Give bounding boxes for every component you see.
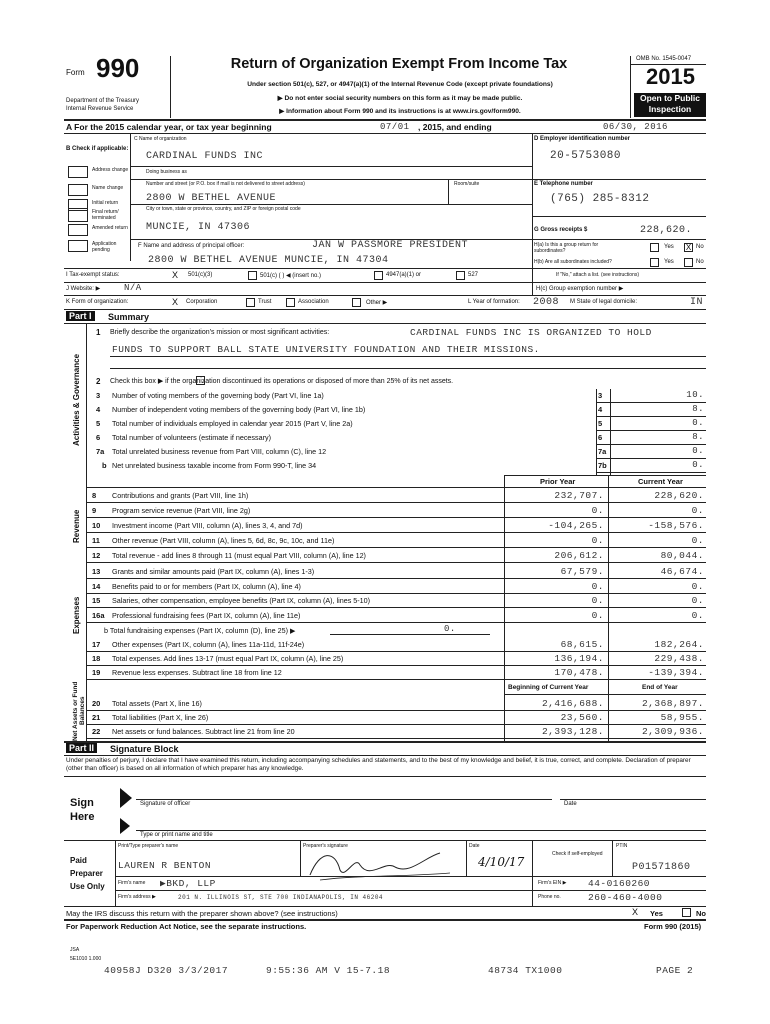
gov-line-text: Total unrelated business revenue from Part VIII, column (C), line 12	[112, 447, 327, 456]
group-return-label: H(a) Is this a group return for subordinates?	[534, 242, 599, 254]
discuss-no-label: No	[696, 909, 706, 918]
line-text: Total assets (Part X, line 16)	[112, 699, 202, 708]
line-2-number: 2	[96, 377, 101, 386]
prior-year-value: 0.	[591, 535, 604, 546]
form-of-org-label: K Form of organization:	[66, 299, 129, 305]
form-number: 990	[96, 53, 140, 83]
status-501c3: 501(c)(3)	[188, 272, 213, 278]
part-1-label: Part I	[66, 311, 95, 321]
line-text: Other expenses (Part IX, column (A), lines 11a-11d, 11f-24e)	[112, 640, 305, 649]
line-text: Net assets or fund balances. Subtract line 21 from line 20	[112, 727, 295, 736]
side-revenue: Revenue	[72, 509, 81, 543]
line-number: 16a	[92, 610, 105, 620]
dba-label: Doing business as	[146, 169, 187, 175]
open-public-text: Open to Public	[640, 93, 700, 103]
ptin-value: P01571860	[632, 862, 691, 873]
mission-line-b: FUNDS TO SUPPORT BALL STATE UNIVERSITY FOUNDATION AND THEIR MISSIONS.	[112, 344, 540, 355]
current-year-value: 2,309,936.	[641, 726, 704, 737]
city-state-zip: MUNCIE, IN 47306	[146, 222, 251, 233]
prior-year-value: 23,560.	[560, 712, 604, 723]
line-1-label: Briefly describe the organization's mission or most significant activities:	[110, 329, 330, 336]
subordinates-no-box[interactable]	[684, 258, 693, 267]
sign-arrow-icon-2	[120, 818, 130, 834]
check-box-1[interactable]	[68, 166, 88, 178]
part-2-title: Signature Block	[110, 744, 179, 754]
gov-line-text: Number of voting members of the governing body (Part VI, line 1a)	[112, 391, 324, 400]
line-text: Investment income (Part VIII, column (A), lines 3, 4, and 7d)	[112, 521, 303, 530]
group-return-yes-label: Yes	[664, 244, 674, 250]
line-number: 18	[92, 654, 101, 663]
preparer-label: Preparer	[70, 869, 103, 878]
corporation-x: X	[172, 297, 179, 307]
state-domicile-label: M State of legal domicile:	[570, 299, 638, 305]
line-a-label: A For the 2015 calendar year, or tax year beginning	[66, 122, 272, 132]
prior-year-value: 0.	[591, 609, 604, 621]
city-label: City or town, state or province, country, and ZIP or foreign postal code	[146, 206, 301, 212]
line-text: Program service revenue (Part VIII, line 2g)	[112, 506, 251, 515]
prior-year-value: 136,194.	[554, 653, 604, 664]
gov-line-box: 3	[598, 391, 603, 400]
line-number: 13	[92, 567, 101, 576]
ein-label: D Employer identification number	[534, 136, 631, 142]
gov-line-number: 4	[96, 405, 101, 414]
prior-year-value: 68,615.	[560, 639, 604, 650]
line-text: Grants and similar amounts paid (Part IX, column (A), lines 1-3)	[112, 567, 315, 576]
check-if-applicable-label: B Check if applicable:	[66, 146, 129, 152]
line-a-mid: , 2015, and ending	[418, 122, 492, 132]
line-number: 17	[92, 640, 101, 649]
mission-line-a: CARDINAL FUNDS INC IS ORGANIZED TO HOLD	[410, 327, 652, 338]
org-name: CARDINAL FUNDS INC	[146, 151, 264, 162]
prior-year-value: 0.	[591, 580, 604, 592]
gov-line-box: 5	[598, 419, 603, 428]
state-domicile-value: IN	[690, 297, 704, 308]
form-reference: Form 990 (2015)	[644, 922, 702, 931]
tax-year: 2015	[646, 64, 695, 89]
check-label-6: Application pending	[92, 241, 117, 253]
line-text: Total expenses. Add lines 13-17 (must equal Part IX, column (A), line 25)	[112, 654, 344, 663]
begin-year-header: Beginning of Current Year	[508, 684, 589, 691]
check-box-4[interactable]	[68, 208, 88, 222]
street-address: 2800 W BETHEL AVENUE	[146, 193, 277, 204]
prior-year-header: Prior Year	[540, 477, 576, 486]
line-text: Revenue less expenses. Subtract line 18 from line 12	[112, 668, 282, 677]
firm-ein: 44-0160260	[588, 878, 651, 889]
preparer-date-label: Date	[469, 843, 480, 849]
discuss-question: May the IRS discuss this return with the preparer shown above? (see instructions)	[66, 909, 338, 918]
current-year-value: 229,438.	[654, 653, 704, 664]
discontinued-box[interactable]	[196, 376, 205, 385]
gross-receipts-value: 228,620.	[640, 225, 693, 236]
line-text: Professional fundraising fees (Part IX, column (A), line 11e)	[112, 610, 301, 620]
principal-officer-name: JAN W PASSMORE PRESIDENT	[312, 240, 469, 251]
perjury-statement: Under penalties of perjury, I declare that I have examined this return, including accompanying schedules and statements, and to the best of my knowledge and belief, it is true, correct, and complete. Declaration of preparer (other than officer) is based on all information of which preparer has any knowledge.	[66, 757, 691, 772]
gov-line-text: Total number of individuals employed in calendar year 2015 (Part V, line 2a)	[112, 419, 353, 428]
prior-year-value: 206,612.	[554, 550, 604, 561]
line-number: 20	[92, 699, 101, 708]
gov-line-number: 7a	[96, 447, 105, 456]
room-suite-label: Room/suite	[454, 181, 480, 187]
year-formation-label: L Year of formation:	[468, 299, 520, 305]
org-type-association: Association	[298, 299, 329, 305]
check-box-5[interactable]	[68, 224, 88, 236]
website-value: N/A	[124, 283, 142, 293]
status-4947-box[interactable]	[374, 271, 383, 280]
telephone-label: E Telephone number	[534, 181, 593, 187]
org-type-corporation: Corporation	[186, 299, 218, 305]
subordinates-yes-label: Yes	[664, 259, 674, 265]
firm-ein-label: Firm's EIN ▶	[538, 880, 567, 886]
department-label: Department of the Treasury	[66, 98, 140, 104]
line-2-text: Check this box ▶ if the organization discontinued its operations or disposed of more than 25% of its net assets.	[110, 378, 454, 385]
paid-label: Paid	[70, 856, 87, 865]
part-1-title: Summary	[108, 312, 150, 322]
subordinates-yes-box[interactable]	[650, 258, 659, 267]
org-name-label: C Name of organization	[134, 136, 187, 142]
discuss-no-box[interactable]	[682, 908, 691, 917]
trust-box[interactable]	[246, 298, 255, 307]
part-2-label: Part II	[66, 743, 97, 753]
current-year-value: 2,368,897.	[641, 698, 704, 709]
current-year-value: 0.	[691, 505, 704, 516]
line-text: Total revenue - add lines 8 through 11 (must equal Part VIII, column (A), line 12)	[112, 551, 366, 560]
current-year-value: -158,576.	[648, 520, 704, 531]
line-text: Total liabilities (Part X, line 26)	[112, 713, 209, 722]
gov-line-value: 0.	[692, 446, 704, 456]
form-title: Return of Organization Exempt From Income Tax	[230, 56, 568, 72]
discuss-yes-label: Yes	[650, 909, 663, 918]
year-formation-value: 2008	[533, 297, 560, 308]
prior-year-value: 0.	[591, 595, 604, 606]
principal-officer-address: 2800 W BETHEL AVENUE MUNCIE, IN 47304	[148, 255, 389, 266]
prior-year-value: -104,265.	[548, 520, 604, 531]
gov-line-box: 7a	[598, 447, 607, 456]
check-label-4: Final return/ terminated	[92, 209, 119, 221]
preparer-phone: 260-460-4000	[588, 892, 663, 903]
gross-receipts-label: G Gross receipts $	[534, 227, 588, 233]
current-year-value: -139,394.	[648, 667, 704, 678]
side-net-assets: Net Assets or Fund Balances	[72, 681, 86, 741]
tax-exempt-status-label: I Tax-exempt status:	[66, 272, 120, 278]
association-box[interactable]	[286, 298, 295, 307]
line-number: 22	[92, 727, 101, 736]
status-501c-box[interactable]	[248, 271, 257, 280]
status-501c3-x: X	[172, 270, 179, 280]
paperwork-notice: For Paperwork Reduction Act Notice, see the separate instructions.	[66, 922, 307, 931]
current-year-value: 0.	[691, 535, 704, 546]
prior-year-value: 67,579.	[560, 566, 604, 577]
check-label-2: Name change	[92, 185, 124, 191]
gov-line-box: 6	[598, 433, 603, 442]
here-label: Here	[70, 811, 95, 823]
current-year-value: 0.	[691, 580, 704, 592]
line-number: 21	[92, 713, 101, 722]
status-527: 527	[468, 272, 479, 278]
gov-line-text: Number of independent voting members of the governing body (Part VI, line 1b)	[112, 405, 366, 414]
gov-line-value: 10.	[686, 390, 704, 400]
street-label: Number and street (or P.O. box if mail is not delivered to street address)	[146, 181, 305, 187]
line-number: 15	[92, 596, 101, 605]
side-activities-governance: Activities & Governance	[72, 353, 81, 447]
use-only-label: Use Only	[70, 882, 105, 891]
open-to-public-banner	[634, 93, 706, 117]
line-text: Salaries, other compensation, employee benefits (Part IX, column (A), lines 5-10)	[112, 596, 371, 605]
line-1-number: 1	[96, 328, 101, 337]
end-year-header: End of Year	[642, 684, 678, 691]
telephone-value: (765) 285-8312	[550, 193, 650, 205]
prior-year-value: 0.	[591, 505, 604, 516]
check-label-5: Amended return	[92, 225, 128, 231]
line-number: 10	[92, 521, 101, 530]
status-4947: 4947(a)(1) or	[386, 272, 422, 278]
firm-address: 201 N. ILLINOIS ST, STE 700 INDIANAPOLIS, IN 46204	[178, 894, 384, 901]
prior-year-value: 232,707.	[554, 490, 604, 501]
prior-year-value: 2,416,688.	[541, 698, 604, 709]
ssn-notice: ▶ Do not enter social security numbers on this form as it may be made public.	[277, 95, 523, 102]
jsa-code: JSA	[70, 947, 80, 953]
firm-name-label: Firm's name	[118, 880, 146, 886]
page-number: PAGE 2	[656, 965, 694, 976]
phone-no-label: Phone no.	[538, 894, 561, 900]
sign-date-label: Date	[564, 801, 577, 807]
check-box-2[interactable]	[68, 184, 88, 196]
type-name-label: Type or print name and title	[140, 832, 213, 838]
print-id: 40958J D320 3/3/2017	[104, 965, 229, 976]
gov-line-number: 5	[96, 419, 101, 428]
status-501c: 501(c) ( ) ◀ (insert no.)	[260, 273, 321, 279]
line-number: 19	[92, 668, 101, 677]
current-year-value: 46,674.	[660, 566, 704, 577]
attach-list-note: If "No," attach a list. (see instructions)	[556, 272, 640, 278]
preparer-date: 4/10/17	[478, 855, 525, 869]
gov-line-box: 7b	[598, 461, 607, 470]
form-code: 5E1010 1.000	[70, 956, 102, 962]
gov-line-number: 6	[96, 433, 101, 442]
inspection-text: Inspection	[648, 104, 692, 114]
sign-label: Sign	[70, 797, 94, 809]
gov-line-value: 0.	[692, 460, 704, 470]
group-return-no-label: No	[696, 244, 704, 250]
prior-year-value: 2,393,128.	[541, 726, 604, 737]
prior-year-value: 170,478.	[554, 667, 604, 678]
current-year-value: 228,620.	[654, 490, 704, 501]
gov-line-number: b	[102, 461, 107, 470]
group-return-no-box[interactable]: X	[685, 243, 692, 252]
check-label-1: Address change	[92, 167, 129, 173]
check-box-6[interactable]	[68, 240, 88, 252]
preparer-signature	[300, 845, 460, 885]
gov-line-number: 3	[96, 391, 101, 400]
current-year-header: Current Year	[638, 477, 683, 486]
side-expenses: Expenses	[72, 596, 81, 634]
self-employed-label: Check if self-employed	[552, 851, 603, 857]
line-16b-text: b Total fundraising expenses (Part IX, column (D), line 25) ▶	[104, 626, 296, 635]
line-text: Other revenue (Part VIII, column (A), lines 5, 6d, 8c, 9c, 10c, and 11e)	[112, 536, 335, 545]
org-type-trust: Trust	[258, 299, 272, 305]
info-notice: ▶ Information about Form 990 and its instructions is at www.irs.gov/form990.	[279, 108, 521, 115]
gov-line-text: Net unrelated business taxable income from Form 990-T, line 34	[112, 461, 317, 470]
line-text: Contributions and grants (Part VIII, line 1h)	[112, 491, 249, 500]
form-subtitle: Under section 501(c), 527, or 4947(a)(1) of the Internal Revenue Code (except private foundations)	[247, 81, 553, 88]
current-year-value: 0.	[691, 595, 704, 606]
gov-line-value: 8.	[692, 432, 704, 442]
tax-year-end: 06/30, 2016	[603, 122, 668, 132]
officer-signature-label: Signature of officer	[140, 801, 191, 807]
current-year-value: 0.	[691, 609, 704, 621]
line-text: Benefits paid to or for members (Part IX, column (A), line 4)	[112, 581, 301, 591]
website-label: J Website: ▶	[66, 286, 101, 292]
line-number: 12	[92, 551, 101, 560]
tax-year-begin: 07/01	[380, 122, 410, 132]
group-exemption-label: H(c) Group exemption number ▶	[536, 286, 624, 292]
ptin-label: PTIN	[616, 843, 628, 849]
current-year-value: 182,264.	[654, 639, 704, 650]
gov-line-text: Total number of volunteers (estimate if necessary)	[112, 433, 271, 442]
line-number: 11	[92, 536, 100, 545]
line-number: 8	[92, 491, 97, 500]
group-return-yes-box[interactable]	[650, 243, 659, 252]
current-year-value: 58,955.	[660, 712, 704, 723]
subordinates-included-label: H(b) Are all subordinates included?	[534, 259, 612, 265]
status-527-box[interactable]	[456, 271, 465, 280]
omb-number: OMB No. 1545-0047	[636, 56, 692, 62]
line-16b-value: 0.	[444, 624, 456, 634]
org-type-other: Other ▶	[366, 300, 388, 306]
subordinates-no-label: No	[696, 259, 704, 265]
firm-name: ▶BKD, LLP	[160, 878, 216, 889]
form-label: Form	[66, 68, 85, 77]
preparer-name: LAUREN R BENTON	[118, 860, 212, 871]
print-batch: 48734 TX1000	[488, 965, 563, 976]
sign-arrow-icon	[120, 788, 132, 808]
gov-line-box: 4	[598, 405, 603, 414]
line-number: 9	[92, 506, 97, 515]
ein-value: 20-5753080	[550, 150, 622, 162]
other-box[interactable]	[352, 298, 361, 307]
gov-line-value: 8.	[692, 404, 704, 414]
gov-line-value: 0.	[692, 418, 704, 428]
discuss-yes-x: X	[632, 907, 639, 917]
principal-officer-label: F Name and address of principal officer:	[138, 243, 245, 249]
line-number: 14	[92, 581, 101, 591]
preparer-name-label: Print/Type preparer's name	[118, 843, 179, 849]
preparer-signature-label: Preparer's signature	[303, 843, 348, 849]
irs-label: Internal Revenue Service	[66, 106, 134, 112]
check-label-3: Initial return	[92, 200, 119, 206]
print-time: 9:55:36 AM V 15-7.18	[266, 965, 391, 976]
firm-address-label: Firm's address ▶	[118, 894, 156, 900]
current-year-value: 80,044.	[660, 550, 704, 561]
